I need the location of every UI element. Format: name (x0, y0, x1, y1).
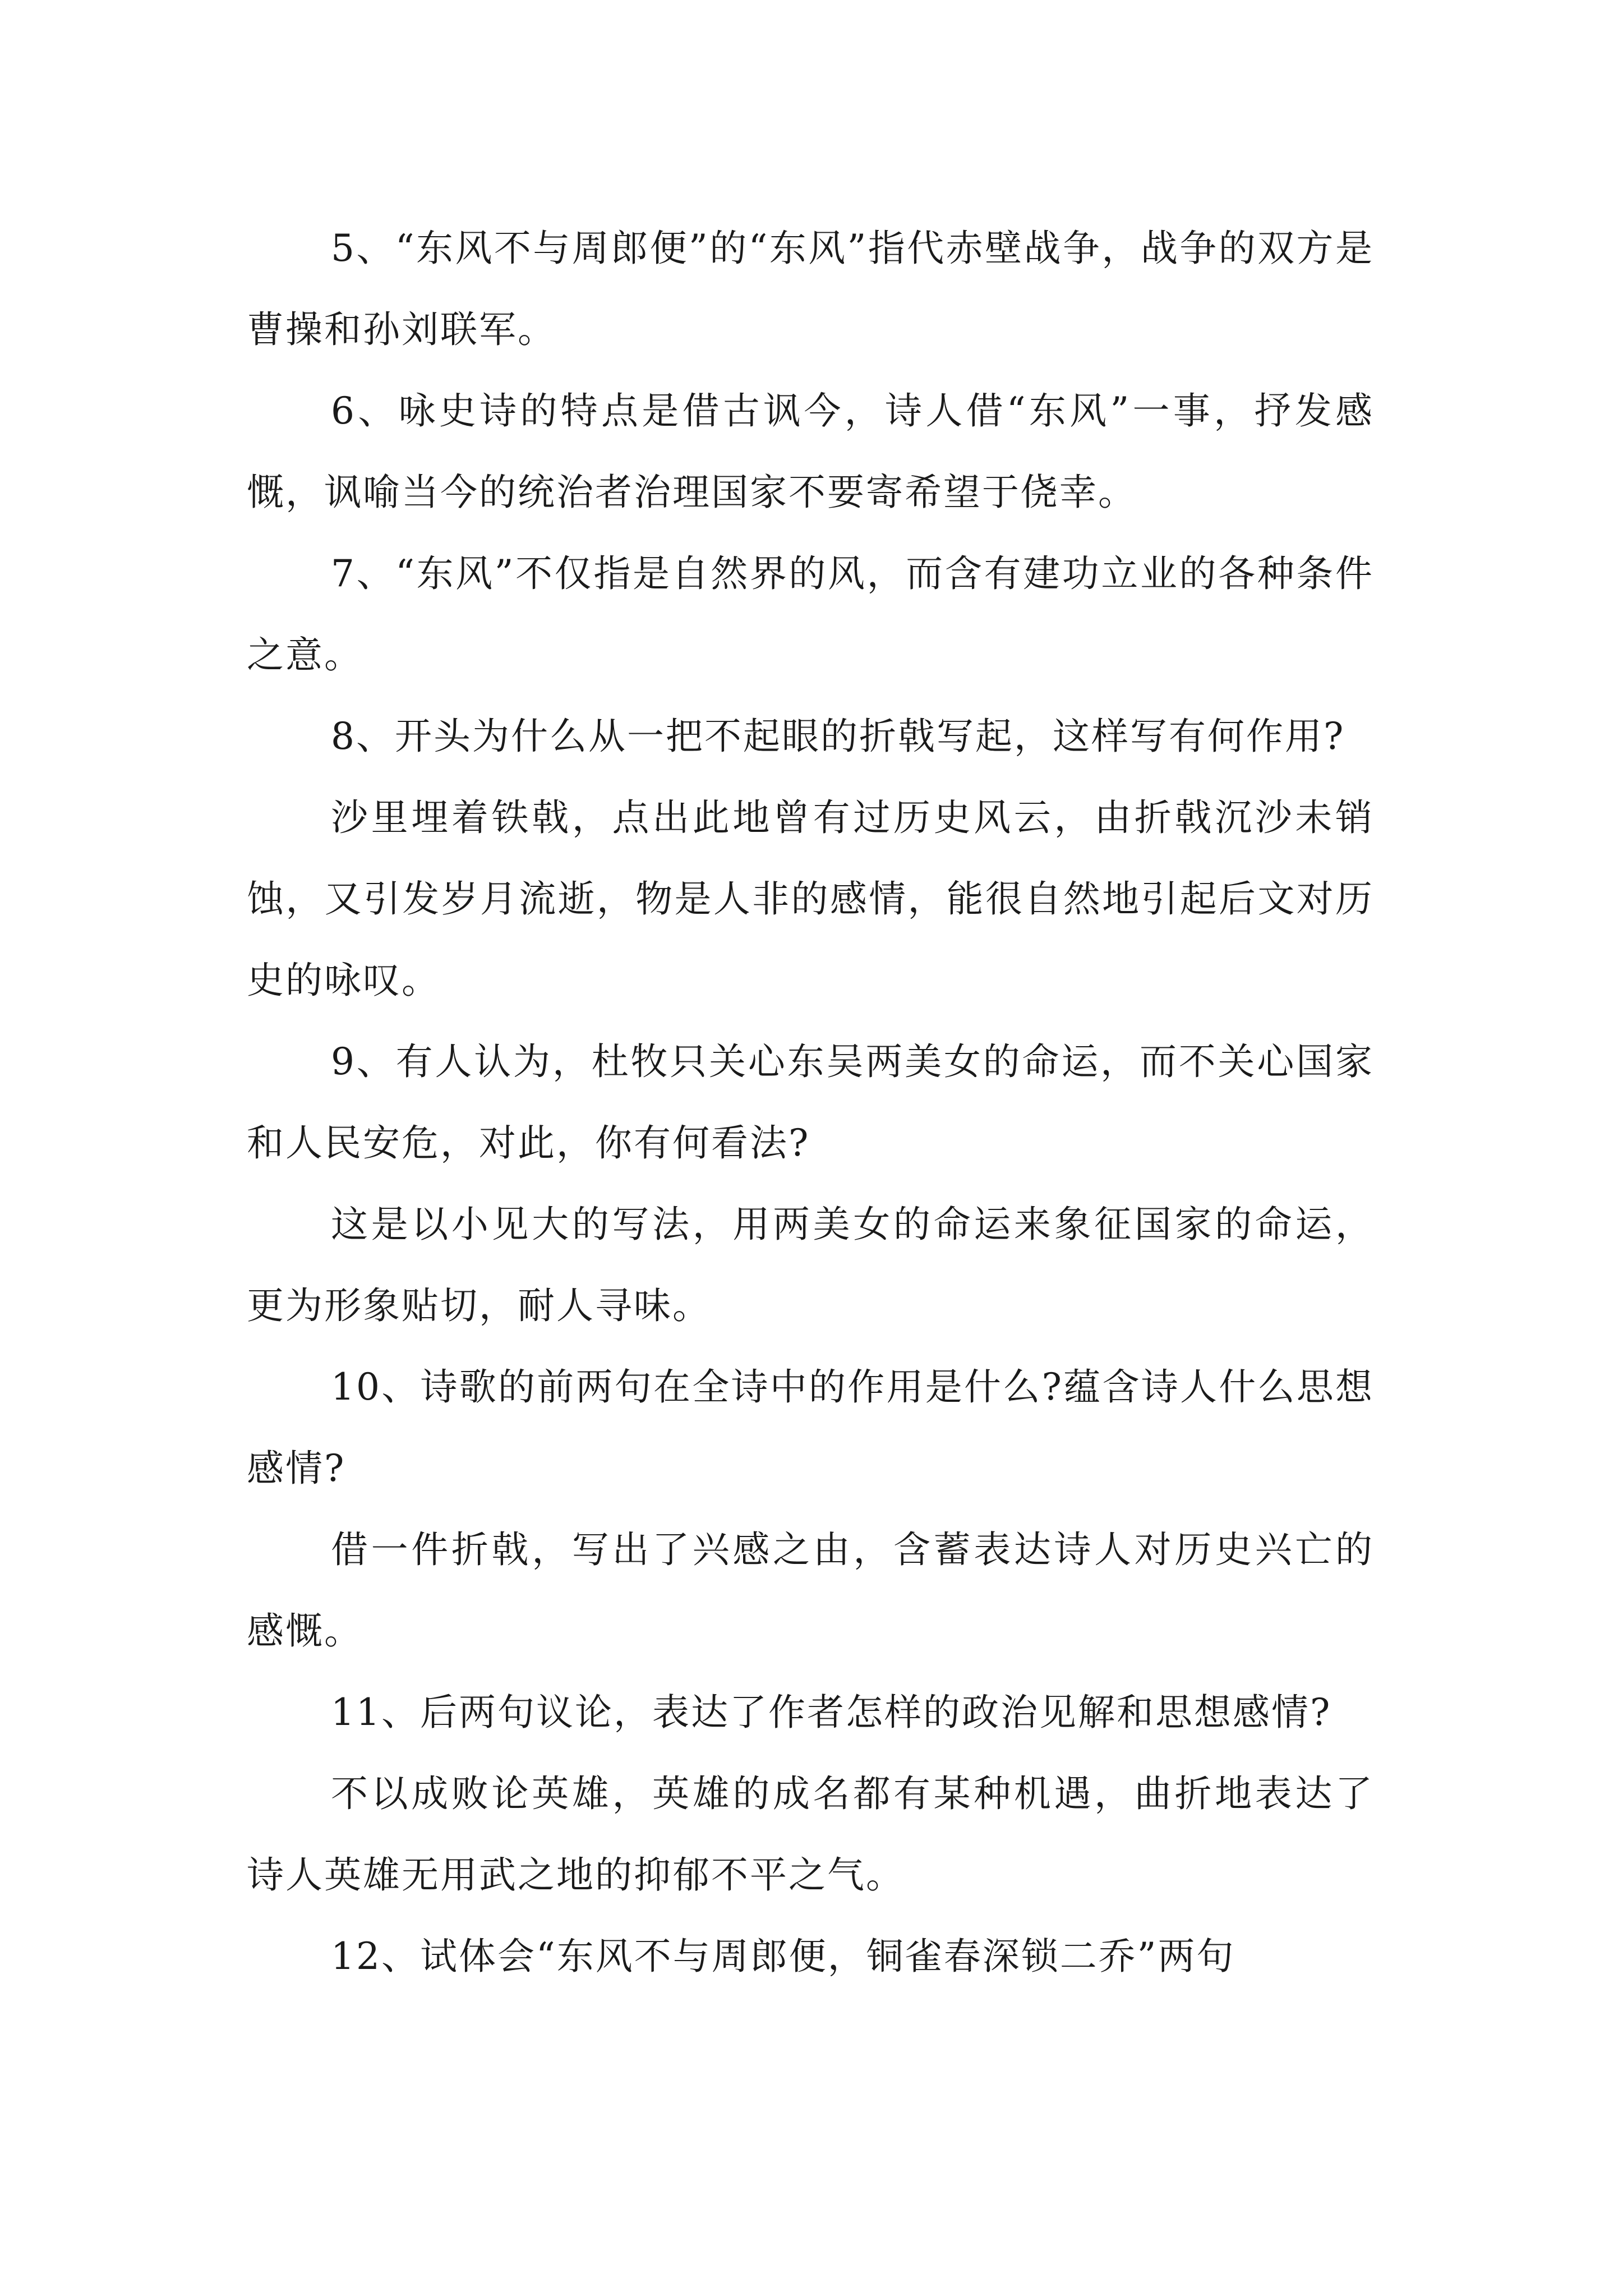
paragraph-q6: 6、咏史诗的特点是借古讽今，诗人借“东风”一事，抒发感慨，讽喻当今的统治者治理国家不要寄希望于侥幸。 (247, 389, 1374, 514)
paragraph-q7: 7、“东风”不仅指是自然界的风，而含有建功立业的各种条件之意。 (247, 552, 1374, 677)
paragraph-q11: 11、后两句议论，表达了作者怎样的政治见解和思想感情? (331, 1691, 1332, 1734)
paragraph-q12: 12、试体会“东风不与周郎便，铜雀春深锁二乔”两句 (331, 1935, 1235, 1978)
paragraph-a9: 这是以小见大的写法，用两美女的命运来象征国家的命运，更为形象贴切，耐人寻味。 (247, 1203, 1374, 1327)
document-body (247, 208, 1374, 1997)
paragraph-a10: 借一件折戟，写出了兴感之由，含蓄表达诗人对历史兴亡的感慨。 (247, 1528, 1374, 1653)
paragraph-a8: 沙里埋着铁戟，点出此地曾有过历史风云，由折戟沉沙未销蚀，又引发岁月流逝，物是人非的感情，能很自然地引起后文对历史的咏叹。 (247, 796, 1374, 1002)
paragraph-q10: 10、诗歌的前两句在全诗中的作用是什么?蕴含诗人什么思想感情? (247, 1365, 1374, 1490)
paragraph-q9: 9、有人认为，杜牧只关心东吴两美女的命运，而不关心国家和人民安危，对此，你有何看法? (247, 1040, 1374, 1165)
paragraph-a11: 不以成败论英雄，英雄的成名都有某种机遇，曲折地表达了诗人英雄无用武之地的抑郁不平之气。 (247, 1772, 1374, 1897)
paragraph-q5: 5、“东风不与周郎便”的“东风”指代赤壁战争，战争的双方是曹操和孙刘联军。 (247, 227, 1374, 351)
paragraph-q8: 8、开头为什么从一把不起眼的折戟写起，这样写有何作用? (331, 715, 1345, 758)
